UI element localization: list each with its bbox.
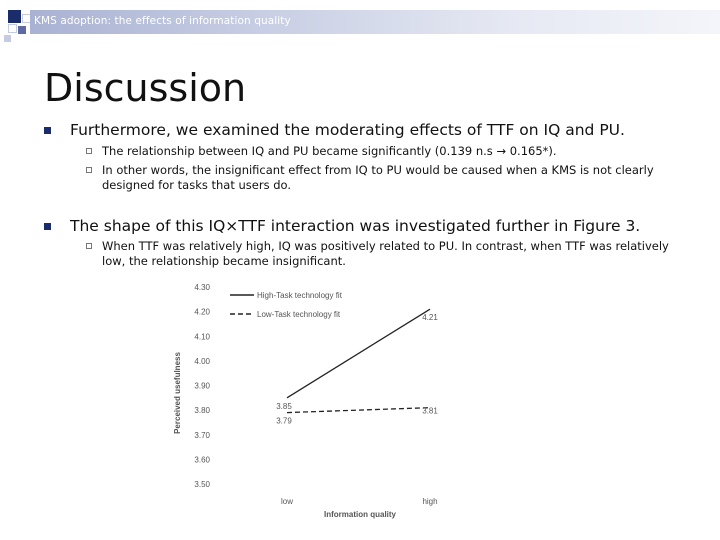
x-tick-label: high [422, 497, 438, 506]
series-line [287, 309, 430, 398]
bullet-text: Furthermore, we examined the moderating effects of TTF on IQ and PU. [70, 121, 625, 139]
x-axis-label: Information quality [324, 510, 396, 519]
header-decoration-square [4, 35, 11, 42]
sub-bullet-marker [86, 243, 92, 249]
slide-title: Discussion [44, 66, 247, 110]
y-tick-label: 4.10 [194, 332, 210, 342]
header-decoration-square [18, 26, 26, 34]
y-tick-label: 4.30 [194, 283, 210, 292]
interaction-line-chart [160, 275, 450, 525]
chart-legend [230, 291, 343, 319]
y-tick-label: 3.50 [194, 480, 210, 489]
y-tick-label: 4.00 [194, 356, 210, 366]
y-axis-label: Perceived usefulness [173, 352, 182, 434]
series-line [287, 408, 430, 413]
data-label: 3.85 [276, 401, 292, 411]
y-tick-label: 3.70 [194, 430, 210, 440]
y-tick-label: 3.60 [194, 455, 210, 465]
sub-bullet-marker [86, 148, 92, 154]
sub-bullet-text: When TTF was relatively high, IQ was positively related to PU. In contrast, when TTF was relatively low, the relationship became insignificant. [102, 239, 669, 268]
header-decoration-square [8, 24, 17, 33]
bullet-marker [44, 223, 51, 230]
data-label: 4.21 [422, 313, 438, 323]
y-axis [194, 283, 210, 489]
data-label: 3.81 [422, 406, 438, 416]
sub-bullet-text: In other words, the insignificant effect from IQ to PU would be caused when a KMS is not clearly designed for tasks that users do. [102, 163, 654, 192]
sub-bullet-text: The relationship between IQ and PU became significantly (0.139 n.s → 0.165*). [102, 144, 557, 158]
header-decoration-square [8, 10, 21, 23]
data-label: 3.79 [276, 416, 292, 426]
bullet-marker [44, 127, 51, 134]
legend-label: High-Task technology fit [257, 291, 342, 300]
y-tick-label: 3.90 [194, 381, 210, 391]
chart-series [276, 309, 438, 425]
y-tick-label: 3.80 [194, 406, 210, 416]
x-tick-label: low [280, 497, 294, 506]
x-axis [281, 497, 438, 506]
legend-label: Low-Task technology fit [257, 310, 341, 319]
bullet-text: The shape of this IQ×TTF interaction was investigated further in Figure 3. [70, 217, 641, 235]
sub-bullet-marker [86, 167, 92, 173]
header-title: KMS adoption: the effects of information quality [34, 15, 291, 27]
y-tick-label: 4.20 [194, 307, 210, 317]
